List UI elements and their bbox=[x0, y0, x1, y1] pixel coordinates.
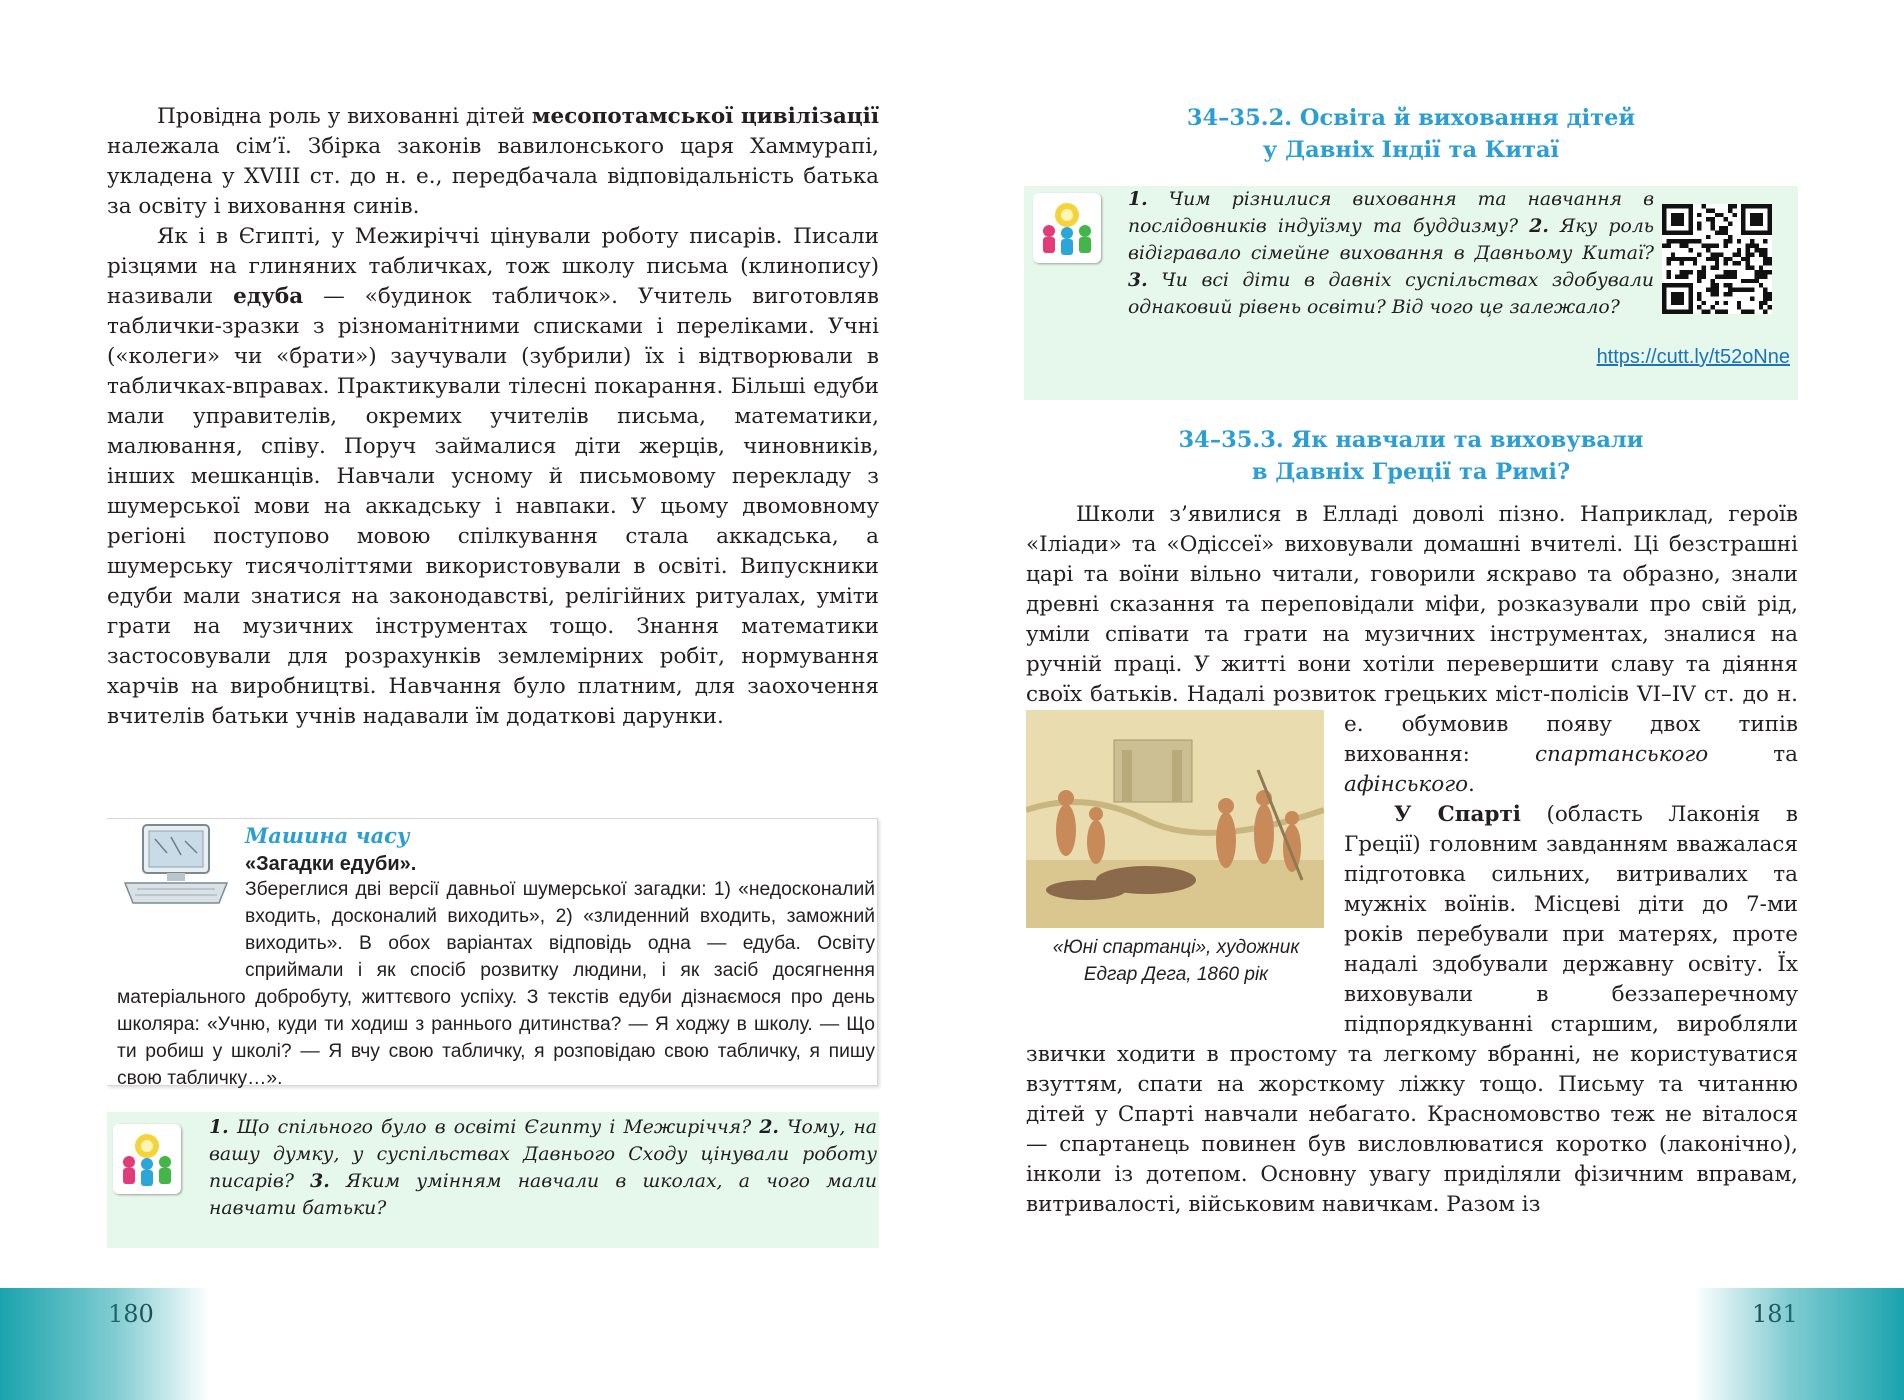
bold-term: месопотамської цивілізації bbox=[531, 104, 879, 129]
question-number: 3. bbox=[310, 1170, 330, 1192]
questions-box-right bbox=[1024, 186, 1798, 400]
time-machine-title: Машина часу bbox=[245, 823, 410, 848]
question-text: Чому, на вашу думку, у суспільствах Давнього Сходу цінували роботу писарів? bbox=[209, 1117, 877, 1192]
figure-young-spartans bbox=[1026, 710, 1344, 1024]
discussion-icon bbox=[1033, 193, 1101, 263]
question-number: 2. bbox=[1529, 215, 1549, 237]
questions-text-right bbox=[1128, 186, 1654, 321]
time-machine-box bbox=[107, 818, 878, 1089]
figure-caption-line: «Юні спартанці», художник bbox=[1052, 937, 1300, 958]
question-text: Що спільного було в освіті Єгипту і Межиріччя? bbox=[228, 1117, 760, 1138]
question-text: Яким умінням навчали в школах, а чого мали навчати батьки? bbox=[209, 1171, 877, 1219]
question-text: Яку роль відігравало сімейне виховання в Давньому Китаї? bbox=[1128, 216, 1655, 264]
emphasis: афінського bbox=[1344, 772, 1469, 797]
left-body-text bbox=[107, 102, 879, 732]
emphasis: спартанського bbox=[1535, 742, 1709, 767]
footer-band bbox=[0, 1288, 1904, 1400]
painting-image bbox=[1026, 710, 1324, 928]
question-number: 2. bbox=[759, 1116, 779, 1138]
discussion-icon bbox=[113, 1124, 181, 1194]
questions-text-left bbox=[209, 1114, 877, 1222]
question-number: 3. bbox=[1128, 269, 1148, 291]
section-title-line: 34–35.2. Освіта й виховання дітей bbox=[1186, 105, 1636, 131]
right-body-text bbox=[1026, 500, 1798, 1220]
question-number: 1. bbox=[1128, 188, 1148, 210]
bold-term: едуба bbox=[233, 284, 304, 309]
time-machine-text: Збереглися дві версії давньої шумерської загадки: 1) «недосконалий входить, досконалий виходить», 2) «злиденний входить, заможний виходить». В обох варіантах відповідь одна — едуба. Освіту сприймали і як спосіб розвитку людини, і як засіб досягнення матеріального добробуту, життєвого успіху. З текстів едуби дізнаємося про день школяра: «Учню, куди ти ходиш з раннього дитинства? — Я ходжу в школу. — Що ти робиш у школі? — Я вчу свою табличку, я розповідаю свою табличку, я пишу свою табличку…». bbox=[117, 879, 875, 1089]
section-title-india-china bbox=[1024, 102, 1798, 166]
section-title-line: в Давніх Греції та Римі? bbox=[1251, 459, 1571, 485]
paragraph bbox=[107, 102, 879, 222]
question-text: Чи всі діти в давніх суспільствах здобували однаковий рівень освіти? Від чого це залежало? bbox=[1128, 270, 1654, 318]
time-machine-subtitle: «Загадки едуби». bbox=[245, 853, 417, 875]
text-run: типів виховання: bbox=[1344, 712, 1798, 767]
qr-code-icon bbox=[1662, 204, 1772, 314]
text-run: — «будинок табличок». Учитель виготовляв таблички-зразки з різноманітними списками і переліками. Учні («колеги» чи «брати») заучували (зубрили) їх і відтворювали в табличках-вправах. Практикували тілесні покарання. Більші едуби мали управителів, окремих учителів письма, математики, малювання, співу. Поруч займалися діти жерців, чиновників, інших мешканців. Навчали усному й письмовому перекладу з шумерської мови на аккадську і навпаки. У цьому двомовному регіоні поступово мовою спілкування стала аккадська, а шумерську тисячоліттями використовували в освіті. Випускники едуби мали знатися на законодавстві, релігійних ритуалах, уміти грати на музичних інструментах тощо. Знання математики застосовували для розрахунків землемірних робіт, нормування харчів на виробництві. Навчання було платним, для заохочення вчителів батьки учнів надавали їм додаткові дарунки. bbox=[107, 284, 879, 729]
bold-term: У Спарті bbox=[1394, 802, 1521, 827]
questions-box-left bbox=[107, 1112, 879, 1248]
text-run: Провідна роль у вихованні дітей bbox=[157, 104, 532, 129]
figure-caption-line: Едгар Дега, 1860 рік bbox=[1083, 964, 1269, 985]
qr-link[interactable]: https://cutt.ly/t52oNne bbox=[1596, 346, 1790, 368]
text-run: належала сім’ї. Збірка законів вавилонського царя Хаммурапі, укладена у XVIII ст. до н. е., передбачала відповідальність батька за освіту і виховання синів. bbox=[107, 134, 879, 219]
text-run: (область Лаконія в Греції) головним завданням вважалася підготовка сильних, витривалих та мужніх воїнів. Місцеві діти до 7-ми років перебували при матерях, проте надалі здобували державну освіту. Їх виховували в беззаперечному підпорядкуванні старшим, виробляли звички ходити в простому та легкому вбранні, не користуватися взуттям, спати на жорсткому ліжку тощо. Письму та читанню дітей у Спарті навчали небагато. Красномовство теж не віталося — спартанець повинен був висловлюватися коротко (лаконічно), інколи із дотепом. Основну увагу приділяли фізичним вправам, витривалості, військовим навичкам. Разом із bbox=[1026, 802, 1798, 1217]
section-title-line: 34–35.3. Як навчали та виховували bbox=[1178, 427, 1644, 453]
figure-caption bbox=[1026, 934, 1326, 988]
section-title-greece-rome bbox=[1024, 424, 1798, 488]
question-text: Чим різнилися виховання та навчання в послідовників індуїзму та буддизму? bbox=[1128, 189, 1654, 237]
text-run: Школи з’явилися в Елладі доволі пізно. Наприклад, героїв «Іліади» та «Одіссеї» виховували домашні вчителі. Ці безстрашні царі та воїни вільно читали, говорили яскраво та образно, знали древні сказання та переповідали міфи, розказували про свій рід, уміли співати та грати на музичних інструментах, зналися на ручній праці. У житті вони хотіли перевершити славу та діяння своїх батьків. Надалі розвиток грецьких міст-полісів VI–IV ст. до н. е. обумовив появу двох bbox=[1026, 502, 1798, 737]
text-run: . bbox=[1468, 772, 1475, 797]
question-number: 1. bbox=[209, 1116, 229, 1138]
paragraph bbox=[107, 222, 879, 732]
text-run: Як і в Єгипті, у Межиріччі цінували роботу писарів. Писали різцями на глиняних табличках, тож школу письма (клинопису) називали bbox=[107, 224, 879, 309]
text-run: та bbox=[1708, 742, 1798, 767]
section-title-line: у Давніх Індії та Китаї bbox=[1262, 137, 1560, 163]
